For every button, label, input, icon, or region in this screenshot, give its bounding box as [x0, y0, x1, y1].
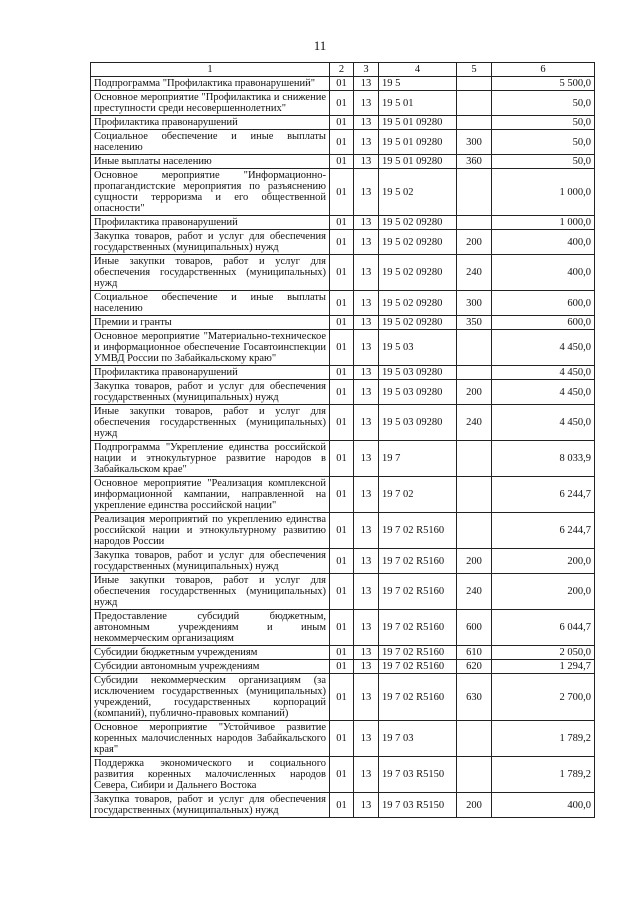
row-expense-type-cell: 300 — [457, 130, 492, 155]
row-section-cell: 01 — [330, 405, 354, 441]
row-amount-cell: 4 450,0 — [492, 405, 595, 441]
row-expense-type-cell: 300 — [457, 291, 492, 316]
row-section-cell: 01 — [330, 721, 354, 757]
table-row — [91, 366, 595, 380]
row-subsection-cell: 13 — [354, 116, 379, 130]
row-target-article-cell: 19 5 02 09280 — [379, 291, 457, 316]
row-subsection-cell: 13 — [354, 91, 379, 116]
row-expense-type-cell — [457, 477, 492, 513]
row-section-cell: 01 — [330, 674, 354, 721]
table-header — [91, 63, 595, 77]
row-name-cell: Профилактика правонарушений — [91, 366, 330, 380]
table-row — [91, 610, 595, 646]
row-target-article-cell: 19 7 02 R5160 — [379, 646, 457, 660]
row-target-article-cell: 19 7 03 R5150 — [379, 757, 457, 793]
row-section-cell: 01 — [330, 155, 354, 169]
row-subsection-cell: 13 — [354, 757, 379, 793]
row-expense-type-cell: 630 — [457, 674, 492, 721]
header-col-6: 6 — [492, 63, 595, 77]
row-name-cell: Иные выплаты населению — [91, 155, 330, 169]
row-amount-cell: 1 000,0 — [492, 216, 595, 230]
row-target-article-cell: 19 5 03 09280 — [379, 380, 457, 405]
row-target-article-cell: 19 7 02 R5160 — [379, 549, 457, 574]
row-subsection-cell: 13 — [354, 316, 379, 330]
row-expense-type-cell — [457, 330, 492, 366]
row-subsection-cell: 13 — [354, 230, 379, 255]
row-target-article-cell: 19 5 01 09280 — [379, 130, 457, 155]
table-row — [91, 230, 595, 255]
row-section-cell: 01 — [330, 513, 354, 549]
table-row — [91, 130, 595, 155]
row-expense-type-cell — [457, 757, 492, 793]
row-name-cell: Основное мероприятие "Материально-техническое и информационное обеспечение Госавтоинспекции УМВД России по Забайкальскому краю" — [91, 330, 330, 366]
page-number: 11 — [313, 38, 327, 53]
row-amount-cell: 50,0 — [492, 91, 595, 116]
table-row — [91, 660, 595, 674]
row-name-cell: Субсидии некоммерческим организациям (за исключением государственных (муниципальных) учреждений, государственных корпораций (компаний), публично-правовых компаний) — [91, 674, 330, 721]
row-name-cell: Реализация мероприятий по укреплению единства российской нации и этнокультурному развитию народов России — [91, 513, 330, 549]
row-target-article-cell: 19 7 02 R5160 — [379, 610, 457, 646]
row-section-cell: 01 — [330, 380, 354, 405]
row-expense-type-cell: 200 — [457, 793, 492, 818]
row-name-cell: Социальное обеспечение и иные выплаты населению — [91, 291, 330, 316]
header-col-3: 3 — [354, 63, 379, 77]
row-section-cell: 01 — [330, 77, 354, 91]
row-target-article-cell: 19 5 02 — [379, 169, 457, 216]
row-amount-cell: 400,0 — [492, 255, 595, 291]
table-row — [91, 380, 595, 405]
row-section-cell: 01 — [330, 291, 354, 316]
row-section-cell: 01 — [330, 757, 354, 793]
row-name-cell: Социальное обеспечение и иные выплаты населению — [91, 130, 330, 155]
row-name-cell: Иные закупки товаров, работ и услуг для обеспечения государственных (муниципальных) нужд — [91, 405, 330, 441]
row-name-cell: Основное мероприятие "Профилактика и снижение преступности среди несовершеннолетних" — [91, 91, 330, 116]
table-row — [91, 549, 595, 574]
row-expense-type-cell — [457, 169, 492, 216]
row-amount-cell: 8 033,9 — [492, 441, 595, 477]
row-name-cell: Основное мероприятие "Информационно-пропагандистские мероприятия по разъяснению сущности терроризма и его общественной опасности" — [91, 169, 330, 216]
row-expense-type-cell — [457, 216, 492, 230]
table-row — [91, 477, 595, 513]
row-target-article-cell: 19 7 02 — [379, 477, 457, 513]
row-amount-cell: 1 789,2 — [492, 757, 595, 793]
row-subsection-cell: 13 — [354, 255, 379, 291]
row-subsection-cell: 13 — [354, 366, 379, 380]
table-row — [91, 793, 595, 818]
row-target-article-cell: 19 7 — [379, 441, 457, 477]
row-section-cell: 01 — [330, 477, 354, 513]
header-col-2: 2 — [330, 63, 354, 77]
row-section-cell: 01 — [330, 549, 354, 574]
row-amount-cell: 4 450,0 — [492, 380, 595, 405]
row-section-cell: 01 — [330, 91, 354, 116]
row-expense-type-cell: 200 — [457, 230, 492, 255]
row-expense-type-cell — [457, 91, 492, 116]
row-name-cell: Субсидии бюджетным учреждениям — [91, 646, 330, 660]
table-row — [91, 646, 595, 660]
header-col-1: 1 — [91, 63, 330, 77]
row-section-cell: 01 — [330, 230, 354, 255]
header-col-4: 4 — [379, 63, 457, 77]
table-row — [91, 255, 595, 291]
row-section-cell: 01 — [330, 255, 354, 291]
row-expense-type-cell — [457, 721, 492, 757]
row-name-cell: Основное мероприятие "Реализация комплексной информационной кампании, направленной на укрепление единства российской нации" — [91, 477, 330, 513]
row-subsection-cell: 13 — [354, 330, 379, 366]
row-subsection-cell: 13 — [354, 216, 379, 230]
row-target-article-cell: 19 5 01 09280 — [379, 116, 457, 130]
table-row — [91, 77, 595, 91]
row-section-cell: 01 — [330, 366, 354, 380]
row-subsection-cell: 13 — [354, 155, 379, 169]
row-amount-cell: 400,0 — [492, 793, 595, 818]
row-amount-cell: 2 050,0 — [492, 646, 595, 660]
row-name-cell: Закупка товаров, работ и услуг для обеспечения государственных (муниципальных) нужд — [91, 549, 330, 574]
row-target-article-cell: 19 5 01 09280 — [379, 155, 457, 169]
table-row — [91, 441, 595, 477]
row-expense-type-cell — [457, 116, 492, 130]
row-section-cell: 01 — [330, 574, 354, 610]
row-amount-cell: 50,0 — [492, 130, 595, 155]
row-subsection-cell: 13 — [354, 130, 379, 155]
table-row — [91, 91, 595, 116]
row-amount-cell: 50,0 — [492, 116, 595, 130]
row-amount-cell: 200,0 — [492, 574, 595, 610]
row-expense-type-cell: 240 — [457, 405, 492, 441]
row-amount-cell: 6 244,7 — [492, 477, 595, 513]
row-subsection-cell: 13 — [354, 291, 379, 316]
row-name-cell: Профилактика правонарушений — [91, 116, 330, 130]
row-expense-type-cell: 600 — [457, 610, 492, 646]
row-expense-type-cell: 620 — [457, 660, 492, 674]
row-expense-type-cell — [457, 77, 492, 91]
row-name-cell: Подпрограмма "Укрепление единства российской нации и этнокультурное развитие народов в Забайкальском крае" — [91, 441, 330, 477]
table-row — [91, 513, 595, 549]
row-expense-type-cell: 240 — [457, 255, 492, 291]
row-amount-cell: 50,0 — [492, 155, 595, 169]
row-expense-type-cell — [457, 441, 492, 477]
row-section-cell: 01 — [330, 646, 354, 660]
row-expense-type-cell — [457, 366, 492, 380]
table-row — [91, 757, 595, 793]
row-amount-cell: 1 294,7 — [492, 660, 595, 674]
table-row — [91, 574, 595, 610]
row-amount-cell: 6 044,7 — [492, 610, 595, 646]
row-name-cell: Профилактика правонарушений — [91, 216, 330, 230]
row-expense-type-cell: 350 — [457, 316, 492, 330]
row-section-cell: 01 — [330, 316, 354, 330]
row-name-cell: Подпрограмма "Профилактика правонарушений" — [91, 77, 330, 91]
table-row — [91, 316, 595, 330]
table-row — [91, 330, 595, 366]
row-section-cell: 01 — [330, 330, 354, 366]
row-target-article-cell: 19 5 — [379, 77, 457, 91]
row-amount-cell: 4 450,0 — [492, 330, 595, 366]
row-section-cell: 01 — [330, 793, 354, 818]
row-subsection-cell: 13 — [354, 793, 379, 818]
table-row — [91, 721, 595, 757]
table-row — [91, 674, 595, 721]
row-subsection-cell: 13 — [354, 380, 379, 405]
row-subsection-cell: 13 — [354, 660, 379, 674]
row-name-cell: Премии и гранты — [91, 316, 330, 330]
row-name-cell: Основное мероприятие "Устойчивое развитие коренных малочисленных народов Забайкальского края" — [91, 721, 330, 757]
row-subsection-cell: 13 — [354, 405, 379, 441]
row-target-article-cell: 19 5 02 09280 — [379, 216, 457, 230]
row-target-article-cell: 19 5 02 09280 — [379, 230, 457, 255]
row-subsection-cell: 13 — [354, 646, 379, 660]
row-name-cell: Закупка товаров, работ и услуг для обеспечения государственных (муниципальных) нужд — [91, 380, 330, 405]
row-subsection-cell: 13 — [354, 674, 379, 721]
row-name-cell: Иные закупки товаров, работ и услуг для обеспечения государственных (муниципальных) нужд — [91, 574, 330, 610]
row-target-article-cell: 19 7 02 R5160 — [379, 660, 457, 674]
row-amount-cell: 5 500,0 — [492, 77, 595, 91]
row-target-article-cell: 19 7 03 — [379, 721, 457, 757]
row-target-article-cell: 19 5 02 09280 — [379, 255, 457, 291]
table-row — [91, 216, 595, 230]
table-row — [91, 155, 595, 169]
row-amount-cell: 4 450,0 — [492, 366, 595, 380]
row-subsection-cell: 13 — [354, 77, 379, 91]
row-expense-type-cell: 200 — [457, 549, 492, 574]
table-row — [91, 116, 595, 130]
budget-table — [90, 62, 595, 818]
table-row — [91, 169, 595, 216]
header-col-5: 5 — [457, 63, 492, 77]
row-amount-cell: 400,0 — [492, 230, 595, 255]
row-section-cell: 01 — [330, 116, 354, 130]
row-amount-cell: 6 244,7 — [492, 513, 595, 549]
row-target-article-cell: 19 5 03 09280 — [379, 366, 457, 380]
row-amount-cell: 2 700,0 — [492, 674, 595, 721]
row-section-cell: 01 — [330, 130, 354, 155]
row-subsection-cell: 13 — [354, 477, 379, 513]
row-section-cell: 01 — [330, 169, 354, 216]
row-expense-type-cell — [457, 513, 492, 549]
row-target-article-cell: 19 5 01 — [379, 91, 457, 116]
row-expense-type-cell: 240 — [457, 574, 492, 610]
row-section-cell: 01 — [330, 660, 354, 674]
table-row — [91, 291, 595, 316]
row-section-cell: 01 — [330, 216, 354, 230]
row-amount-cell: 600,0 — [492, 291, 595, 316]
row-target-article-cell: 19 7 02 R5160 — [379, 513, 457, 549]
row-subsection-cell: 13 — [354, 574, 379, 610]
row-amount-cell: 1 000,0 — [492, 169, 595, 216]
row-amount-cell: 200,0 — [492, 549, 595, 574]
table-body — [91, 77, 595, 818]
row-target-article-cell: 19 7 02 R5160 — [379, 674, 457, 721]
row-amount-cell: 1 789,2 — [492, 721, 595, 757]
row-target-article-cell: 19 5 03 09280 — [379, 405, 457, 441]
row-section-cell: 01 — [330, 610, 354, 646]
header-row — [91, 63, 595, 77]
row-name-cell: Предоставление субсидий бюджетным, автономным учреждениям и иным некоммерческим организациям — [91, 610, 330, 646]
row-subsection-cell: 13 — [354, 513, 379, 549]
row-name-cell: Закупка товаров, работ и услуг для обеспечения государственных (муниципальных) нужд — [91, 793, 330, 818]
row-name-cell: Иные закупки товаров, работ и услуг для обеспечения государственных (муниципальных) нужд — [91, 255, 330, 291]
row-target-article-cell: 19 5 02 09280 — [379, 316, 457, 330]
row-subsection-cell: 13 — [354, 610, 379, 646]
row-expense-type-cell: 610 — [457, 646, 492, 660]
row-target-article-cell: 19 7 02 R5160 — [379, 574, 457, 610]
row-name-cell: Субсидии автономным учреждениям — [91, 660, 330, 674]
table-row — [91, 405, 595, 441]
row-target-article-cell: 19 5 03 — [379, 330, 457, 366]
row-subsection-cell: 13 — [354, 549, 379, 574]
row-expense-type-cell: 360 — [457, 155, 492, 169]
row-name-cell: Закупка товаров, работ и услуг для обеспечения государственных (муниципальных) нужд — [91, 230, 330, 255]
row-amount-cell: 600,0 — [492, 316, 595, 330]
row-target-article-cell: 19 7 03 R5150 — [379, 793, 457, 818]
row-section-cell: 01 — [330, 441, 354, 477]
row-name-cell: Поддержка экономического и социального развития коренных малочисленных народов Севера, Сибири и Дальнего Востока — [91, 757, 330, 793]
row-subsection-cell: 13 — [354, 721, 379, 757]
row-subsection-cell: 13 — [354, 441, 379, 477]
row-expense-type-cell: 200 — [457, 380, 492, 405]
row-subsection-cell: 13 — [354, 169, 379, 216]
